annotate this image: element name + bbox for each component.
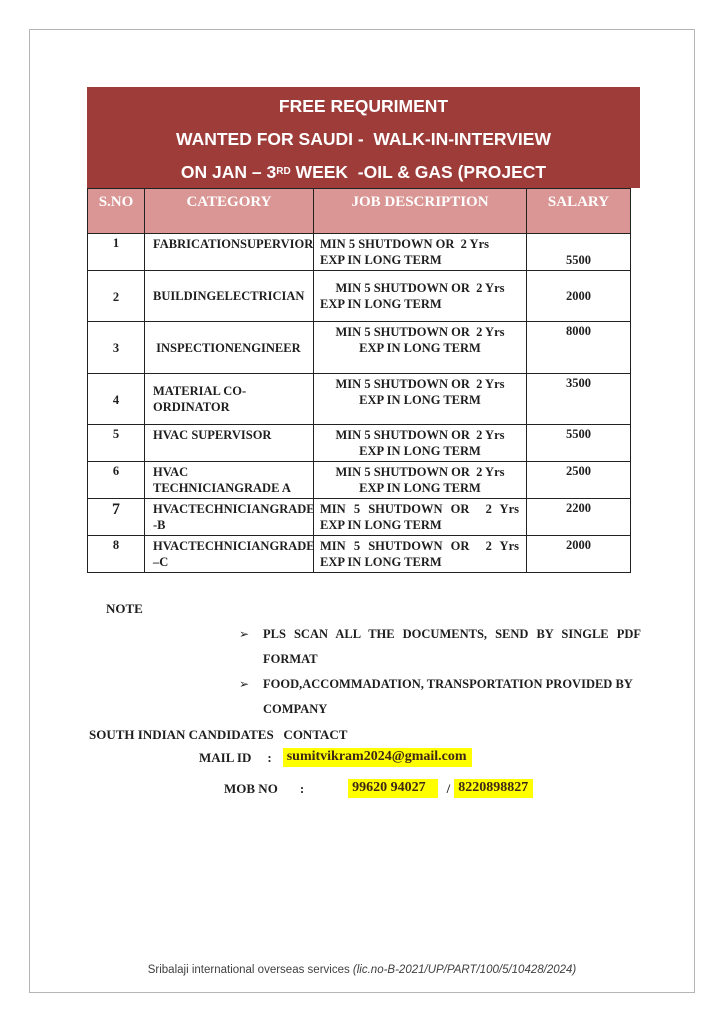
cell-sno: 8 bbox=[88, 536, 145, 573]
header-category: CATEGORY bbox=[145, 189, 314, 234]
cell-salary: 2200 bbox=[527, 499, 631, 536]
list-item bbox=[239, 622, 641, 672]
header-sno: S.NO bbox=[88, 189, 145, 234]
cell-category: HVAC TECHNICIANGRADE A bbox=[145, 462, 314, 499]
cell-description: MIN 5 SHUTDOWN OR 2 Yrs EXP IN LONG TERM bbox=[314, 271, 527, 322]
mobile-label: MOB NO bbox=[224, 780, 278, 796]
arrow-bullet-icon: ➢ bbox=[239, 677, 250, 691]
mail-row bbox=[199, 748, 472, 767]
table-row bbox=[88, 234, 631, 271]
cell-sno: 1 bbox=[88, 234, 145, 271]
banner-line-3: ON JAN – 3RD WEEK -OIL & GAS (PROJECT bbox=[180, 162, 547, 182]
cell-sno: 2 bbox=[88, 271, 145, 322]
cell-sno: 3 bbox=[88, 322, 145, 374]
header-job-description: JOB DESCRIPTION bbox=[314, 189, 527, 234]
bullet-text: FOOD,ACCOMMADATION, TRANSPORTATION PROVIDED BY COMPANY bbox=[263, 677, 633, 716]
table-row bbox=[88, 536, 631, 573]
cell-category: HVAC SUPERVISOR bbox=[145, 425, 314, 462]
table-header-row bbox=[88, 189, 631, 234]
cell-description: MIN 5 SHUTDOWN OR 2 Yrs EXP IN LONG TERM bbox=[314, 234, 527, 271]
jobs-table bbox=[87, 188, 631, 573]
header-salary: SALARY bbox=[527, 189, 631, 234]
cell-salary: 2000 bbox=[527, 536, 631, 573]
cell-salary: 2500 bbox=[527, 462, 631, 499]
cell-salary: 5500 bbox=[527, 234, 631, 271]
banner-line-2: WANTED FOR SAUDI - WALK-IN-INTERVIEW bbox=[176, 129, 551, 149]
cell-category: HVACTECHNICIANGRADE –C bbox=[145, 536, 314, 573]
cell-salary: 3500 bbox=[527, 374, 631, 425]
cell-description: MIN 5 SHUTDOWN OR 2 Yrs EXP IN LONG TERM bbox=[314, 462, 527, 499]
table-row bbox=[88, 271, 631, 322]
footer bbox=[30, 964, 694, 976]
note-label: NOTE bbox=[106, 601, 143, 616]
cell-sno: 4 bbox=[88, 374, 145, 425]
bullet-text: PLS SCAN ALL THE DOCUMENTS, SEND BY SINGLE PDF FORMAT bbox=[263, 627, 641, 666]
mobile-row bbox=[224, 779, 533, 798]
cell-description: MIN 5 SHUTDOWN OR 2 Yrs EXP IN LONG TERM bbox=[314, 425, 527, 462]
agency-name: Sribalaji international overseas services bbox=[147, 964, 353, 976]
table-row bbox=[88, 462, 631, 499]
phone-number-2: 8220898827 bbox=[454, 779, 533, 798]
cell-category: FABRICATIONSUPERVIOR bbox=[145, 234, 314, 271]
table-row bbox=[88, 425, 631, 462]
colon: : bbox=[299, 780, 305, 796]
cell-sno: 7 bbox=[88, 499, 145, 536]
cell-salary: 5500 bbox=[527, 425, 631, 462]
cell-category: MATERIAL CO-ORDINATOR bbox=[145, 374, 314, 425]
colon: : bbox=[267, 749, 272, 765]
cell-sno: 6 bbox=[88, 462, 145, 499]
table-row bbox=[88, 374, 631, 425]
cell-salary: 8000 bbox=[527, 322, 631, 374]
table-row bbox=[88, 322, 631, 374]
arrow-bullet-icon: ➢ bbox=[239, 627, 250, 641]
cell-sno: 5 bbox=[88, 425, 145, 462]
mail-label: MAIL ID bbox=[199, 749, 252, 765]
list-item bbox=[239, 672, 641, 722]
document-page bbox=[29, 29, 695, 993]
license-number: (lic.no-B-2021/UP/PART/100/5/10428/2024) bbox=[352, 964, 577, 976]
cell-category: HVACTECHNICIANGRADE -B bbox=[145, 499, 314, 536]
cell-description: MIN 5 SHUTDOWN OR 2 Yrs EXP IN LONG TERM bbox=[314, 499, 527, 536]
cell-description: MIN 5 SHUTDOWN OR 2 Yrs EXP IN LONG TERM bbox=[314, 374, 527, 425]
phone-number-1: 99620 94027 bbox=[348, 779, 438, 798]
header-banner bbox=[87, 87, 640, 188]
contact-heading: SOUTH INDIAN CANDIDATES CONTACT bbox=[89, 727, 348, 742]
note-bullet-list bbox=[239, 622, 641, 722]
banner-line-1: FREE REQURIMENT bbox=[278, 96, 449, 116]
ordinal-superscript: RD bbox=[276, 166, 291, 177]
cell-description: MIN 5 SHUTDOWN OR 2 Yrs EXP IN LONG TERM bbox=[314, 322, 527, 374]
cell-category: BUILDINGELECTRICIAN bbox=[145, 271, 314, 322]
cell-description: MIN 5 SHUTDOWN OR 2 Yrs EXP IN LONG TERM bbox=[314, 536, 527, 573]
cell-category: INSPECTIONENGINEER bbox=[145, 322, 314, 374]
phone-separator: / bbox=[446, 780, 451, 796]
cell-salary: 2000 bbox=[527, 271, 631, 322]
table-row bbox=[88, 499, 631, 536]
email-address: sumitvikram2024@gmail.com bbox=[283, 748, 472, 767]
